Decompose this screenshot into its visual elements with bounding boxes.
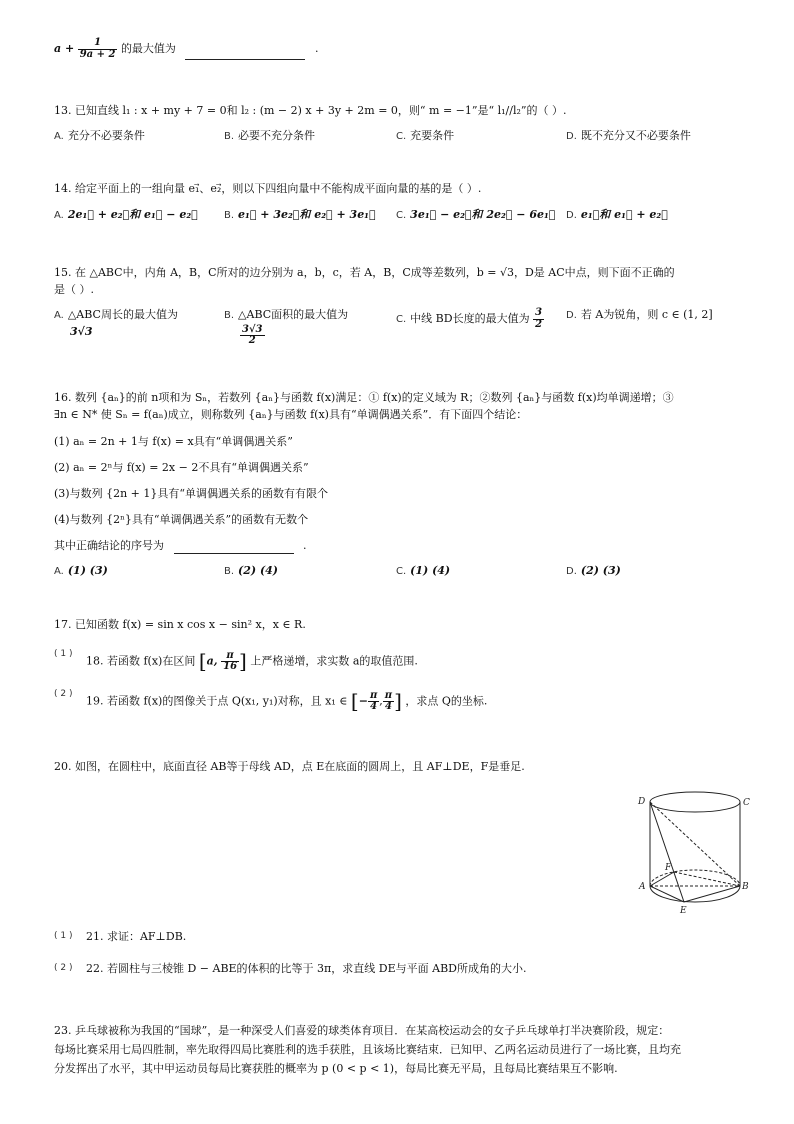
q16-option-d[interactable]: D. (2) (3) (566, 564, 621, 577)
q16-answer-line (54, 539, 307, 554)
q16-stem-2: ∃n ∈ N* 使 Sₙ = f(aₙ)成立，则称数列 {aₙ}与函数 f(x)具有“单调偶遇关系”．有下面四个结论： (54, 408, 528, 421)
label-C: C (743, 798, 750, 808)
q16-option-a[interactable]: A. (1) (3) (54, 564, 108, 577)
q16-answer-prompt: 其中正确结论的序号为 (54, 539, 164, 552)
q13-stem: 13. 已知直线 l₁ : x + my + 7 = 0和 l₂ : (m − 2) x + 3y + 2m = 0，则“ m = −1”是“ l₁//l₂”的（ ）. (54, 104, 567, 117)
q16-stem-1: 16. 数列 {aₙ}的前 n项和为 Sₙ，若数列 {aₙ}与函数 f(x)满足：① f(x)的定义域为 R；②数列 {aₙ}与函数 f(x)均单调递增；③ (54, 391, 674, 404)
q16-item-1: (1) aₙ = 2n + 1与 f(x) = x具有“单调偶遇关系” (54, 435, 293, 448)
q15-option-b[interactable]: B. △ABC面积的最大值为 $\frac{3√3}{2}$ (224, 308, 349, 347)
q13-option-d[interactable]: D. 既不充分又不必要条件 (566, 129, 691, 142)
q15-c-fraction: $\frac{3}{2}$ (535, 307, 543, 330)
label-E: E (680, 906, 687, 916)
q15-options (54, 308, 744, 356)
q14-option-c[interactable]: C. 3e₁⃗ − e₂⃗和 2e₂⃗ − 6e₁⃗ (396, 208, 556, 221)
q12-fraction: $\frac{1}{9a + 2}$ (79, 37, 116, 60)
q12-expr: a + (54, 42, 75, 55)
q12-line (54, 38, 318, 60)
q15-option-c[interactable]: C. 中线 BD长度的最大值为 $\frac{3}{2}$ (396, 307, 543, 330)
segment-FB (674, 872, 740, 886)
segment-AF (650, 872, 674, 886)
q23-line-2: 每场比赛采用七局四胜制，率先取得四局比赛胜利的选手获胜，且该场比赛结束．已知甲、乙两名运动员进行了一场比赛，且均充 (54, 1043, 681, 1056)
q13-option-a[interactable]: A. 充分不必要条件 (54, 129, 145, 142)
label-F: F (665, 863, 672, 873)
segment-DB (650, 802, 740, 886)
q14-option-a[interactable]: A. 2e₁⃗ + e₂⃗和 e₁⃗ − e₂⃗ (54, 208, 198, 221)
label-D: D (638, 797, 646, 807)
top-ellipse (650, 792, 740, 812)
q15-stem-2: 是（ ）. (54, 283, 94, 296)
q13-option-b[interactable]: B. 必要不充分条件 (224, 129, 316, 142)
q16-option-b[interactable]: B. (2) (4) (224, 564, 279, 577)
q14-options (54, 208, 744, 230)
q13-options (54, 129, 744, 151)
bottom-front-arc (650, 886, 740, 902)
q15-option-d[interactable]: D. 若 A为锐角，则 c ∈ (1, 2] (566, 308, 713, 321)
q16-option-c[interactable]: C. (1) (4) (396, 564, 451, 577)
q17-sub1-fraction: $\frac{\pi}{16}$ (223, 649, 238, 672)
q15-stem-1: 15. 在 △ABC中，内角 A，B，C所对的边分别为 a，b，c，若 A，B，C成等差数列，b = √3，D是 AC中点，则下面不正确的 (54, 266, 675, 279)
q17-stem: 17. 已知函数 f(x) = sin x cos x − sin² x，x ∈ R. (54, 618, 306, 631)
q14-option-b[interactable]: B. e₁⃗ + 3e₂⃗和 e₂⃗ + 3e₁⃗ (224, 208, 376, 221)
q12-end: . (314, 42, 319, 55)
q20-sub2: $^{( 2 )}$ 22. 若圆柱与三棱锥 D − ABE的体积的比等于 3π，求直线 DE与平面 ABD所成角的大小. (54, 962, 527, 975)
q17-sub1: $^{( 1 )}$ 18. 若函数 f(x)在区间 [a, $\frac{\pi}{16}$ ] 上严格递增，求实数 a的取值范围. (54, 649, 418, 673)
segment-EB (684, 886, 740, 902)
q20-sub1: $^{( 1 )}$ 21. 求证：AF⊥DB. (54, 930, 187, 943)
q16-item-2: (2) aₙ = 2ⁿ与 f(x) = 2x − 2不具有“单调偶遇关系” (54, 461, 309, 474)
q16-options (54, 564, 744, 586)
label-A: A (639, 882, 646, 892)
q23-line-1: 23. 乒乓球被称为我国的“国球”，是一种深受人们喜爱的球类体育项目．在某高校运动会的女子乒乓球单打半决赛阶段，规定： (54, 1024, 670, 1037)
segment-DE (650, 802, 684, 902)
q16-item-3: (3)与数列 {2n + 1}具有“单调偶遇关系的函数有有限个 (54, 487, 328, 500)
q13-option-c[interactable]: C. 充要条件 (396, 129, 455, 142)
q15-b-fraction: $\frac{3√3}{2}$ (242, 323, 263, 347)
q12-tail: 的最大值为 (120, 42, 176, 55)
q23-line-3: 分发挥出了水平，其中甲运动员每局比赛获胜的概率为 p (0 < p < 1)，每局比赛无平局，且每局比赛结果互不影响. (54, 1062, 618, 1075)
q16-answer-blank[interactable] (174, 541, 294, 554)
q16-item-4: (4)与数列 {2ⁿ}具有“单调偶遇关系”的函数有无数个 (54, 513, 309, 526)
q20-stem: 20. 如图，在圆柱中，底面直径 AB等于母线 AD，点 E在底面的圆周上，且 AF⊥DE，F是垂足. (54, 760, 525, 773)
q15-option-a[interactable]: A. △ABC周长的最大值为 3√3 (54, 308, 178, 338)
q12-answer-blank[interactable] (185, 47, 305, 60)
q17-sub2: $^{( 2 )}$ 19. 若函数 f(x)的图像关于点 Q(x₁, y₁)对称，且 x₁ ∈ [− $\frac{\pi}{4}$ , $\frac{\pi}{4}$ ] ，求点 Q的坐标. (54, 689, 488, 713)
q14-stem: 14. 给定平面上的一组向量 e₁⃗、e₂⃗，则以下四组向量中不能构成平面向量的基的是（ ）. (54, 182, 482, 195)
cylinder-figure (632, 786, 752, 916)
q14-option-d[interactable]: D. e₁⃗和 e₁⃗ + e₂⃗ (566, 208, 668, 221)
q16-end: . (303, 539, 307, 552)
label-B: B (742, 882, 749, 892)
